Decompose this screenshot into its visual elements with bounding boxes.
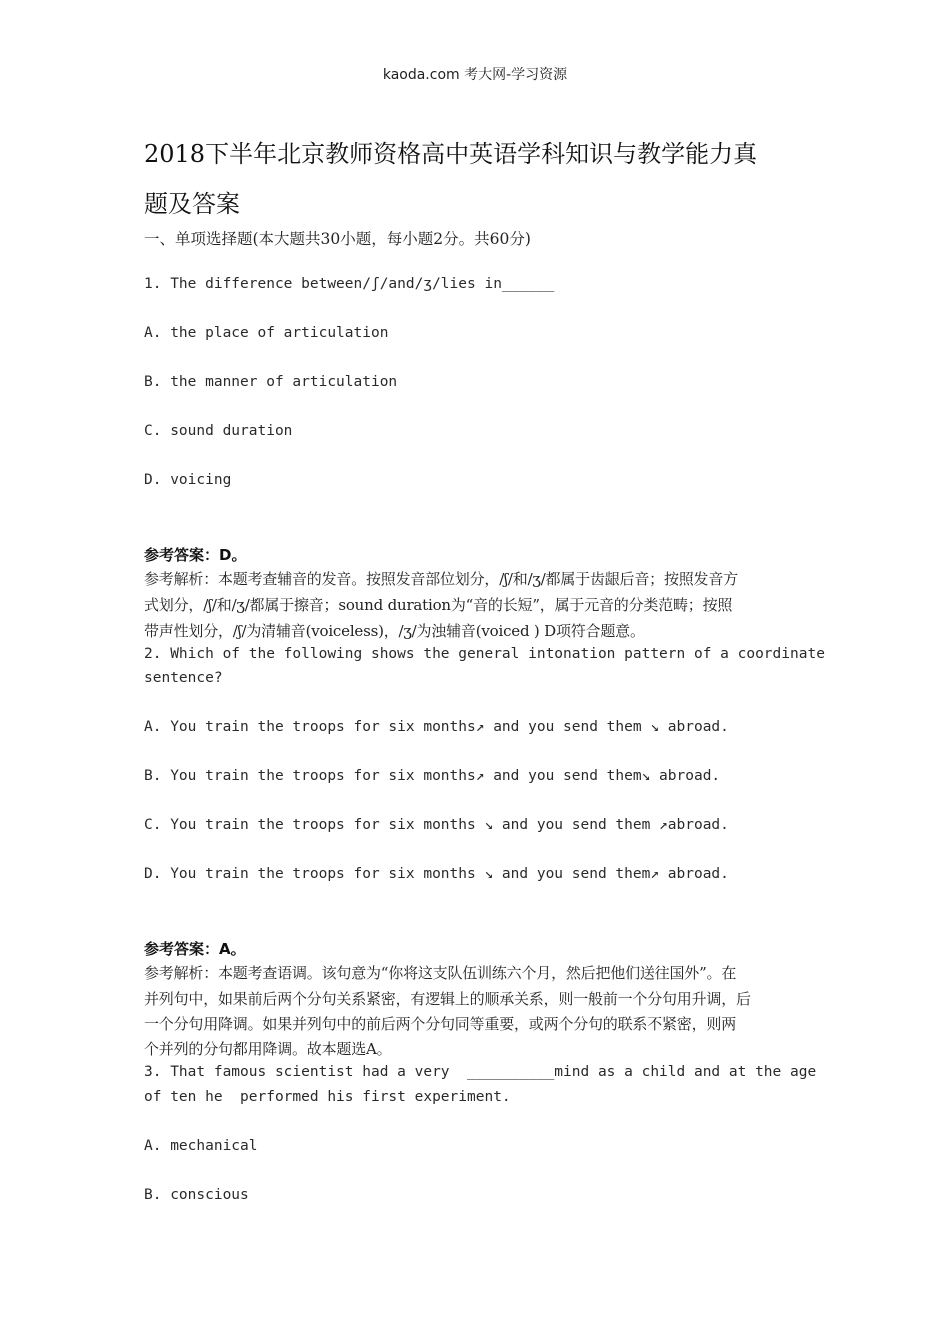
question-3-option-b: B. conscious <box>144 1187 249 1203</box>
document-title-line-2: 题及答案 <box>144 190 240 218</box>
question-2-option-c: C. You train the troops for six months ↘ and you send them ↗abroad. <box>144 817 729 833</box>
question-2-answer: 参考答案：A。 <box>144 940 246 958</box>
question-3-stem-line-2: of ten he performed his first experiment. <box>144 1089 511 1105</box>
question-3-stem-line-1: 3. That famous scientist had a very __________mind as a child and at the age <box>144 1064 817 1080</box>
question-1-explanation-line: 带声性划分，/ʃ/为清辅音(voiceless)，/ʒ/为浊辅音(voiced ) D项符合题意。 <box>144 622 645 640</box>
question-2-stem-line-1: 2. Which of the following shows the general intonation pattern of a coordinate <box>144 646 825 662</box>
question-3-option-a: A. mechanical <box>144 1138 258 1154</box>
question-2-stem-line-2: sentence? <box>144 670 223 686</box>
question-1-stem: 1. The difference between/ʃ/and/ʒ/lies in______ <box>144 276 555 292</box>
section-heading: 一、单项选择题(本大题共30小题，每小题2分。共60分) <box>144 230 531 248</box>
question-1-option-a: A. the place of articulation <box>144 325 389 341</box>
question-2-explanation-line: 参考解析：本题考查语调。该句意为“你将这支队伍训练六个月，然后把他们送往国外”。在 <box>144 964 737 982</box>
question-1-explanation-line: 式划分，/ʃ/和/ʒ/都属于擦音；sound duration为“音的长短”，属于元音的分类范畴；按照 <box>144 596 733 614</box>
question-1-option-d: D. voicing <box>144 472 232 488</box>
question-1-option-c: C. sound duration <box>144 423 293 439</box>
question-2-explanation-line: 一个分句用降调。如果并列句中的前后两个分句同等重要，或两个分句的联系不紧密，则两 <box>144 1015 737 1033</box>
question-2-option-d: D. You train the troops for six months ↘ and you send them↗ abroad. <box>144 866 729 882</box>
question-2-option-a: A. You train the troops for six months↗ and you send them ↘ abroad. <box>144 719 729 735</box>
document-title-line-1: 2018下半年北京教师资格高中英语学科知识与教学能力真 <box>144 140 758 168</box>
question-2-explanation-line: 并列句中，如果前后两个分句关系紧密，有逻辑上的顺承关系，则一般前一个分句用升调，后 <box>144 990 751 1008</box>
question-2-option-b: B. You train the troops for six months↗ and you send them↘ abroad. <box>144 768 721 784</box>
question-1-option-b: B. the manner of articulation <box>144 374 398 390</box>
question-1-explanation-line: 参考解析：本题考查辅音的发音。按照发音部位划分，/ʃ/和/ʒ/都属于齿龈后音；按照发音方 <box>144 570 738 588</box>
question-2-explanation-line: 个并列的分句都用降调。故本题选A。 <box>144 1040 392 1058</box>
question-1-answer: 参考答案：D。 <box>144 546 247 564</box>
site-header: kaoda.com 考大网-学习资源 <box>382 67 568 83</box>
